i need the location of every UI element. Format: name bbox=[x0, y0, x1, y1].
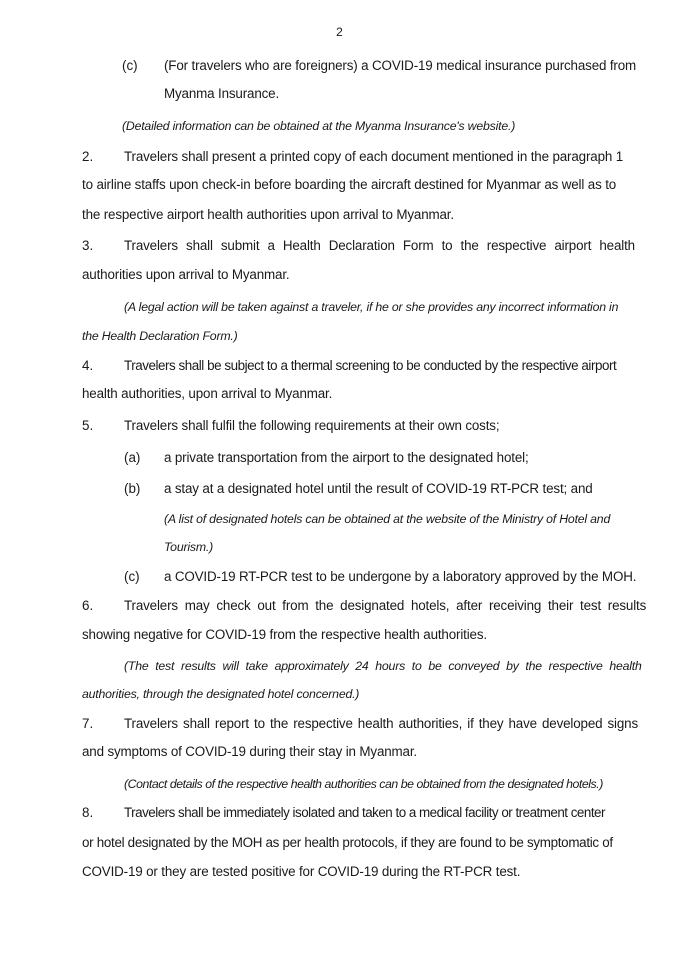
paragraph-line: health authorities, upon arrival to Myanmar. bbox=[82, 386, 333, 401]
paragraph-line: Travelers shall be subject to a thermal screening to be conducted by the respective airport bbox=[124, 358, 617, 373]
paragraph-line: a private transportation from the airport to the designated hotel; bbox=[164, 450, 529, 465]
paragraph-line: Travelers shall report to the respective health authorities, if they have developed signs bbox=[124, 716, 639, 731]
paragraph-line: Travelers shall fulfil the following requirements at their own costs; bbox=[124, 418, 500, 433]
note-text: (A legal action will be taken against a traveler, if he or she provides any incorrect information in bbox=[124, 300, 619, 314]
paragraph-number: 2. bbox=[82, 149, 94, 164]
note-text: (Contact details of the respective health authorities can be obtained from the designated hotels.) bbox=[124, 777, 603, 791]
paragraph-line: and symptoms of COVID-19 during their stay in Myanmar. bbox=[82, 744, 417, 759]
paragraph-line: authorities upon arrival to Myanmar. bbox=[82, 267, 290, 282]
paragraph-number: 6. bbox=[82, 598, 94, 613]
item-label: (c) bbox=[124, 569, 140, 584]
paragraph-line: or hotel designated by the MOH as per health protocols, if they are found to be symptomatic of bbox=[82, 835, 613, 850]
note-text: the Health Declaration Form.) bbox=[82, 329, 238, 343]
paragraph-line: a COVID-19 RT-PCR test to be undergone by a laboratory approved by the MOH. bbox=[164, 569, 637, 584]
paragraph-line: (For travelers who are foreigners) a COVID-19 medical insurance purchased from bbox=[164, 58, 637, 73]
paragraph-line: Myanma Insurance. bbox=[164, 86, 280, 101]
note-text: authorities, through the designated hotel concerned.) bbox=[82, 687, 360, 701]
note-text: (A list of designated hotels can be obtained at the website of the Ministry of Hotel and bbox=[164, 512, 611, 526]
paragraph-number: 3. bbox=[82, 238, 94, 253]
paragraph-line: to airline staffs upon check-in before boarding the aircraft destined for Myanmar as well as to bbox=[82, 177, 617, 192]
note-text: (Detailed information can be obtained at the Myanma Insurance's website.) bbox=[122, 119, 516, 133]
paragraph-line: a stay at a designated hotel until the result of COVID-19 RT-PCR test; and bbox=[164, 481, 593, 496]
paragraph-line: the respective airport health authorities upon arrival to Myanmar. bbox=[82, 207, 454, 222]
paragraph-number: 8. bbox=[82, 805, 94, 820]
item-label: (c) bbox=[122, 58, 138, 73]
page-number: 2 bbox=[336, 25, 343, 39]
item-label: (a) bbox=[124, 450, 141, 465]
paragraph-number: 7. bbox=[82, 716, 94, 731]
paragraph-line: Travelers shall present a printed copy of each document mentioned in the paragraph 1 bbox=[124, 149, 624, 164]
paragraph-number: 4. bbox=[82, 358, 94, 373]
item-label: (b) bbox=[124, 481, 141, 496]
paragraph-number: 5. bbox=[82, 418, 94, 433]
paragraph-line: Travelers shall submit a Health Declaration Form to the respective airport health bbox=[124, 238, 635, 253]
note-text: (The test results will take approximately 24 hours to be conveyed by the respective health bbox=[124, 659, 642, 673]
paragraph-line: Travelers may check out from the designated hotels, after receiving their test results bbox=[124, 598, 647, 613]
paragraph-line: showing negative for COVID-19 from the respective health authorities. bbox=[82, 627, 487, 642]
paragraph-line: COVID-19 or they are tested positive for COVID-19 during the RT-PCR test. bbox=[82, 864, 521, 879]
paragraph-line: Travelers shall be immediately isolated and taken to a medical facility or treatment center bbox=[124, 805, 605, 820]
note-text: Tourism.) bbox=[164, 540, 213, 554]
